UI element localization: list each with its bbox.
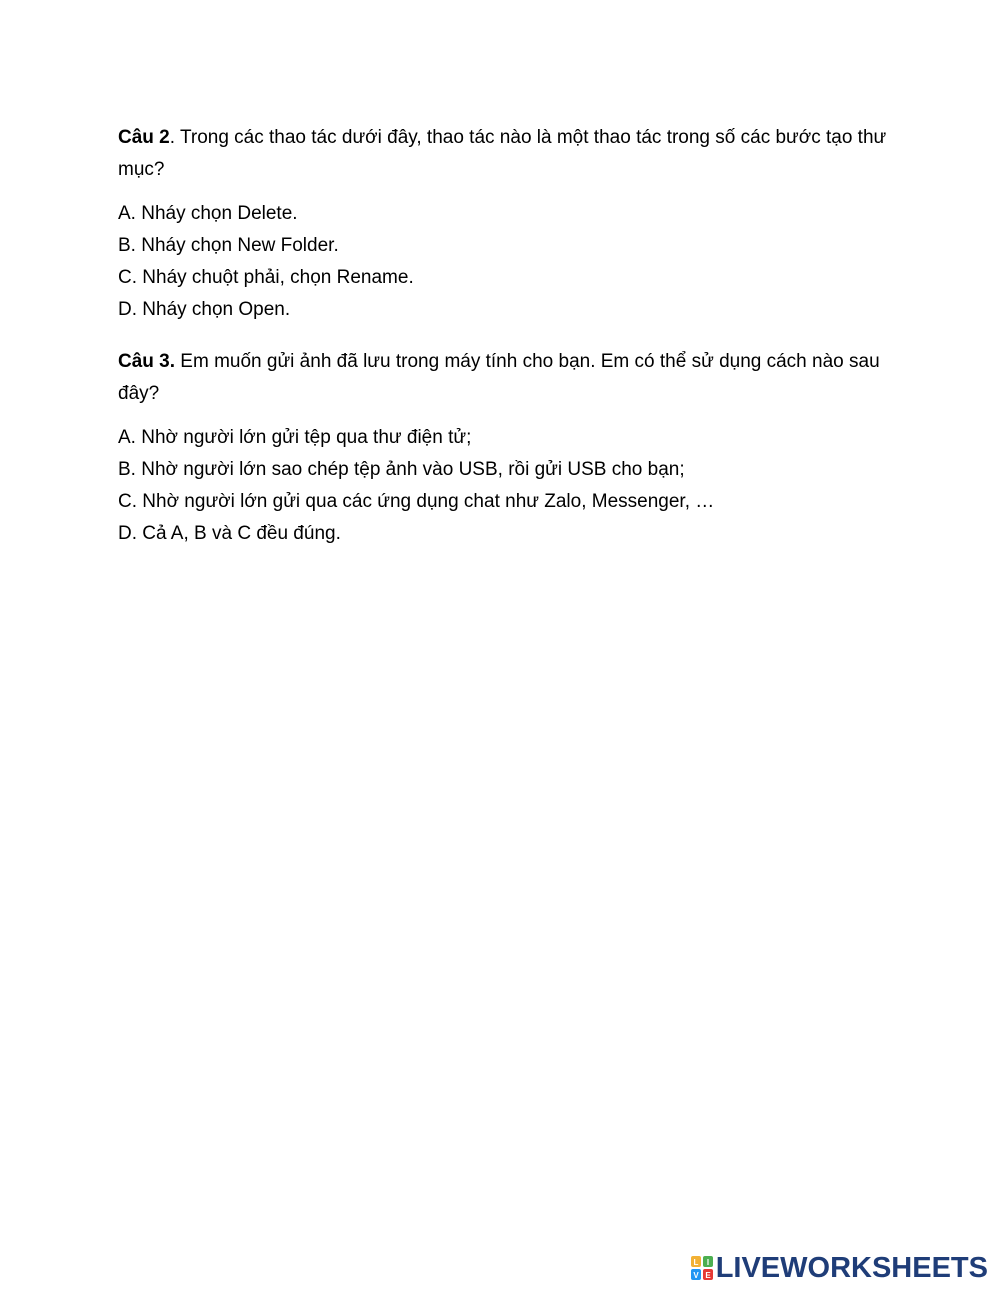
question-text: Em muốn gửi ảnh đã lưu trong máy tính cho bạn. Em có thể sử dụng cách nào sau đây? [118,351,880,404]
svg-text:L: L [693,1258,699,1267]
answer-option-b: B. Nháy chọn New Folder. [118,235,339,256]
question-text: . Trong các thao tác dưới đây, thao tác nào là một thao tác trong số các bước tạo thư mục? [118,127,887,180]
question-stem [118,122,888,186]
answer-option-d: D. Nháy chọn Open. [118,299,291,320]
answer-option-c: C. Nhờ người lớn gửi qua các ứng dụng chat như Zalo, Messenger, … [118,491,715,512]
liveworksheets-logo-icon [691,1256,713,1280]
answer-option-d: D. Cả A, B và C đều đúng. [118,523,341,544]
brand-name: LIVEWORKSHEETS [715,1252,988,1284]
answer-option-c: C. Nháy chuột phải, chọn Rename. [118,267,414,288]
answer-option-b: B. Nhờ người lớn sao chép tệp ảnh vào USB, rồi gửi USB cho bạn; [118,459,685,480]
question-stem [118,346,888,410]
liveworksheets-branding [691,1254,988,1282]
svg-text:E: E [705,1271,711,1280]
question-3 [118,346,888,550]
svg-text:I: I [706,1258,709,1267]
answer-option-a: A. Nháy chọn Delete. [118,203,298,224]
question-number: Câu 2 [118,127,170,148]
question-number: Câu 3. [118,351,176,372]
answer-option-a: A. Nhờ người lớn gửi tệp qua thư điện tử; [118,427,472,448]
svg-text:V: V [693,1271,699,1280]
question-2 [118,122,888,326]
